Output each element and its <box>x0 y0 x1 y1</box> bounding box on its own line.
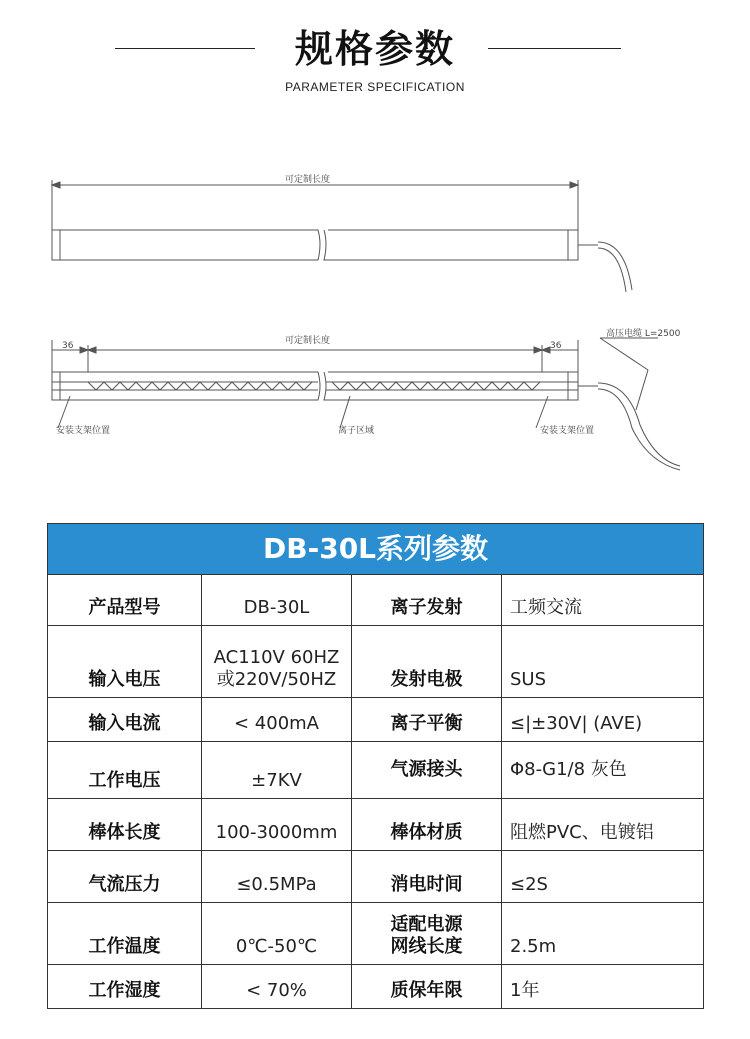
table-row <box>48 575 704 626</box>
cell-label: 工作湿度 <box>48 965 202 1009</box>
bracket-label-left: 安装支架位置 <box>56 426 111 436</box>
cell-value: 100-3000mm <box>202 799 352 851</box>
cell-label: 工作电压 <box>48 742 202 799</box>
product-drawing <box>0 160 750 480</box>
table-row <box>48 742 704 799</box>
cell-value: Φ8-G1/8 灰色 <box>502 742 704 799</box>
cable-label: 高压电缆 L=2500 <box>606 329 681 339</box>
bar-bottom-right <box>324 372 578 400</box>
cell-label: 棒体长度 <box>48 799 202 851</box>
header-line-right <box>488 48 621 49</box>
table-row <box>48 851 704 903</box>
spec-table <box>47 523 704 1009</box>
bar-top-right <box>324 230 578 260</box>
cable-top <box>598 242 632 290</box>
cell-value: ±7KV <box>202 742 352 799</box>
cell-value: ≤|±30V| (AVE) <box>502 698 704 742</box>
cell-value: ≤2S <box>502 851 704 903</box>
cell-value: 工频交流 <box>502 575 704 626</box>
bracket-label-right: 安装支架位置 <box>540 426 595 436</box>
dim-label-left: 36 <box>62 341 74 351</box>
table-title-row <box>48 524 704 575</box>
cell-label: 质保年限 <box>352 965 502 1009</box>
cell-label: 气流压力 <box>48 851 202 903</box>
cell-value: 阻燃PVC、电镀铝 <box>502 799 704 851</box>
cell-label: 消电时间 <box>352 851 502 903</box>
table-row <box>48 965 704 1009</box>
table-row <box>48 903 704 965</box>
page-subtitle: PARAMETER SPECIFICATION <box>285 80 465 94</box>
cell-label <box>352 903 502 965</box>
table-title: DB-30L系列参数 <box>48 524 704 575</box>
length-label-bottom: 可定制长度 <box>285 336 331 346</box>
cell-value: < 400mA <box>202 698 352 742</box>
cell-value: 1年 <box>502 965 704 1009</box>
cell-label: 工作温度 <box>48 903 202 965</box>
cell-value: < 70% <box>202 965 352 1009</box>
cell-label: 输入电流 <box>48 698 202 742</box>
cell-value: DB-30L <box>202 575 352 626</box>
page-title: 规格参数 <box>294 27 455 71</box>
cell-label: 发射电极 <box>352 626 502 698</box>
cell-value: 0℃-50℃ <box>202 903 352 965</box>
table-row <box>48 626 704 698</box>
cell-label: 棒体材质 <box>352 799 502 851</box>
bar-top-left <box>52 230 320 260</box>
cell-value: 2.5m <box>502 903 704 965</box>
cell-value-line: AC110V 60HZ <box>213 647 340 668</box>
dim-label-right: 36 <box>550 341 562 351</box>
cell-value: SUS <box>502 626 704 698</box>
ion-zone-label: 离子区域 <box>338 426 375 436</box>
length-label-top: 可定制长度 <box>285 175 331 185</box>
cell-label: 气源接头 <box>352 742 502 799</box>
cell-value: ≤0.5MPa <box>202 851 352 903</box>
cell-label: 输入电压 <box>48 626 202 698</box>
cell-label: 产品型号 <box>48 575 202 626</box>
cell-label: 离子发射 <box>352 575 502 626</box>
cell-value-line: 或220V/50HZ <box>216 669 337 690</box>
cell-label: 离子平衡 <box>352 698 502 742</box>
cell-label-line: 适配电源 <box>390 914 463 935</box>
cell-label-line: 网线长度 <box>390 936 463 957</box>
table-row <box>48 799 704 851</box>
cell-value <box>202 626 352 698</box>
table-row <box>48 698 704 742</box>
cable-bottom <box>598 383 680 466</box>
